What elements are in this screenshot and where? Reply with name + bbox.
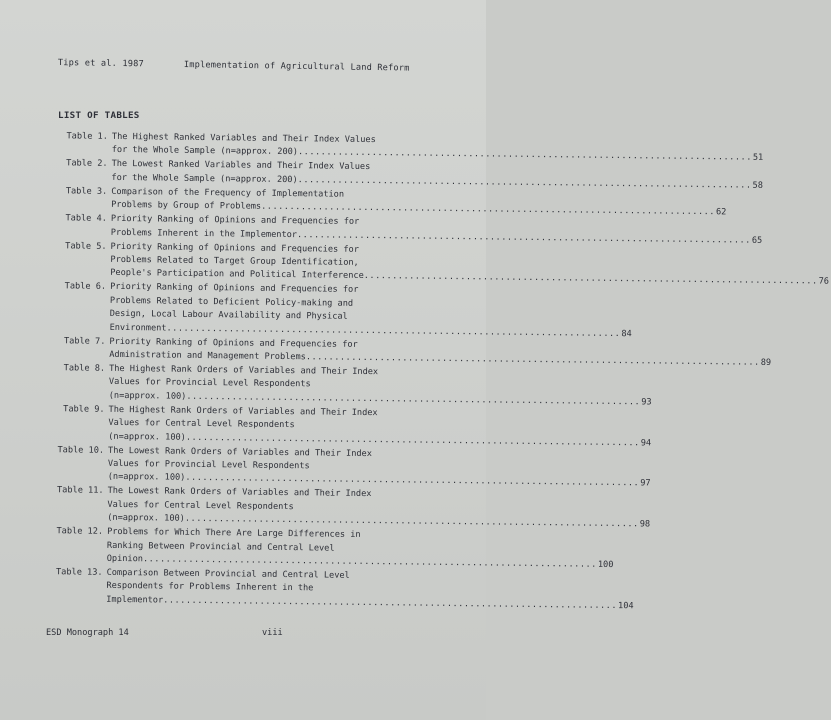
toc-title-line: Respondents for Problems Inherent in the [106,581,314,594]
toc-title-line: Problems Inherent in the Implementor [110,227,298,240]
header-title: Implementation of Agricultural Land Reform [183,59,410,74]
toc-page-number: 98 [639,519,651,530]
toc-title-line: Values for Provincial Level Respondents [108,377,311,390]
toc-table-label: Table 8. [63,363,106,374]
toc-title-line: Comparison Between Provincial and Central Level [106,567,350,581]
toc-entry-title [111,131,764,164]
toc-table-label: Table 11. [56,485,104,497]
table-of-contents [40,130,830,612]
toc-title-line: Values for Central Level Respondents [107,499,294,512]
toc-table-label: Table 3. [65,186,108,197]
toc-title-line: for the Whole Sample (n=approx. 200) [111,172,298,185]
toc-title-line: The Highest Rank Orders of Variables and Their Index [109,363,379,378]
toc-table-label: Table 7. [63,335,106,347]
dot-leader: ................................................................................ [166,323,621,339]
toc-title-line: The Highest Rank Orders of Variables and Their Index [108,404,378,418]
dot-leader: ................................................................................ [297,174,752,191]
toc-title-line: Priority Ranking of Opinions and Frequencies for [110,282,359,296]
toc-title-line: People's Participation and Political Interference [110,268,364,282]
toc-page-number: 100 [597,559,614,571]
footer-series: ESD Monograph 14 [46,628,129,638]
toc-entry-title [107,485,651,530]
dot-leader: ................................................................................ [305,352,760,368]
toc-title-line: Problems Related to Target Group Identification, [110,254,359,268]
toc-page-number: 93 [641,397,652,408]
toc-title-last-line [106,594,634,612]
toc-table-label: Table 12. [56,526,104,537]
toc-title-line: Problems Related to Deficient Policy-making and [109,295,354,309]
toc-table-label: Table 2. [66,158,108,170]
toc-title-line: Opinion [106,553,144,565]
toc-page-number: 97 [640,478,651,489]
toc-entry-title [107,444,651,489]
toc-title-line: Priority Ranking of Opinions and Frequencies for [109,336,358,350]
list-of-tables-heading: LIST OF TABLES [58,110,140,121]
toc-page-number: 89 [760,357,772,368]
toc-title-line: Values for Provincial Level Respondents [107,458,310,472]
toc-table-label: Table 6. [64,281,107,293]
dot-leader: ................................................................................ [142,554,597,570]
toc-title-line: (n=approx. 100) [107,472,186,484]
toc-entry-title [111,186,727,218]
toc-entry-title [106,567,634,612]
toc-title-line: Priority Ranking of Opinions and Frequencies for [110,241,359,255]
dot-leader: ................................................................................ [184,513,639,530]
toc-page-number: 58 [752,180,763,191]
toc-entry-title [110,213,763,246]
toc-title-line: The Lowest Rank Orders of Variables and Their Index [108,445,373,459]
toc-table-label: Table 5. [65,240,107,252]
toc-page-number: 76 [818,276,830,288]
dot-leader: ................................................................................ [163,595,618,611]
toc-entry-title [106,526,614,571]
page-footer [46,628,446,638]
dot-leader: ................................................................................ [261,201,716,218]
dot-leader: ................................................................................ [363,271,818,287]
toc-page-number: 62 [715,207,727,218]
dot-leader: ................................................................................ [297,147,752,164]
toc-title-line: (n=approx. 100) [108,390,187,402]
toc-title-line: (n=approx. 100) [107,513,185,524]
toc-title-line: Design, Local Labour Availability and Physical [109,309,348,322]
dot-leader: ................................................................................ [185,473,640,489]
toc-title-line: Ranking Between Provincial and Central Level [106,540,335,554]
toc-entry-title [109,335,772,368]
toc-title-line: for the Whole Sample (n=approx. 200) [111,145,299,158]
toc-page-number: 104 [618,600,634,612]
footer-page-number: viii [262,628,283,638]
dot-leader: ................................................................................ [186,391,641,408]
toc-entry-title [109,281,632,339]
running-header [58,58,450,74]
dot-leader: ................................................................................ [296,229,751,246]
toc-entry-title [108,363,652,408]
toc-table-label: Table 9. [63,404,105,415]
toc-page-number: 65 [751,235,763,246]
dot-leader: ................................................................................ [185,432,640,448]
toc-title-line: The Lowest Rank Orders of Variables and Their Index [107,486,372,500]
toc-title-line: (n=approx. 100) [108,431,186,443]
toc-table-label: Table 1. [66,131,108,142]
toc-page-number: 51 [752,153,764,164]
toc-table-label: Table 10. [57,444,105,456]
toc-entry-title [108,404,652,449]
toc-table-label: Table 13. [55,567,103,578]
toc-title-line: Values for Central Level Respondents [108,418,295,431]
toc-title-line: Administration and Management Problems [109,349,306,363]
toc-title-line: Environment [109,322,167,334]
toc-title-line: Problems by Group of Problems [111,200,262,212]
toc-title-line: Priority Ranking of Opinions and Frequencies for [110,214,360,228]
toc-title-line: The Lowest Ranked Variables and Their Index Values [111,159,371,173]
toc-title-line: The Highest Ranked Variables and Their Index Values [111,131,376,146]
header-citation: Tips et al. 1987 [57,58,144,70]
toc-title-line: Comparison of the Frequency of Implementation [111,186,345,200]
toc-table-label: Table 4. [65,213,107,225]
toc-page-number: 94 [640,437,652,449]
toc-page-number: 84 [621,328,632,339]
toc-title-line: Implementor [106,594,164,606]
toc-title-line: Problems for Which There Are Large Differences in [107,527,361,541]
